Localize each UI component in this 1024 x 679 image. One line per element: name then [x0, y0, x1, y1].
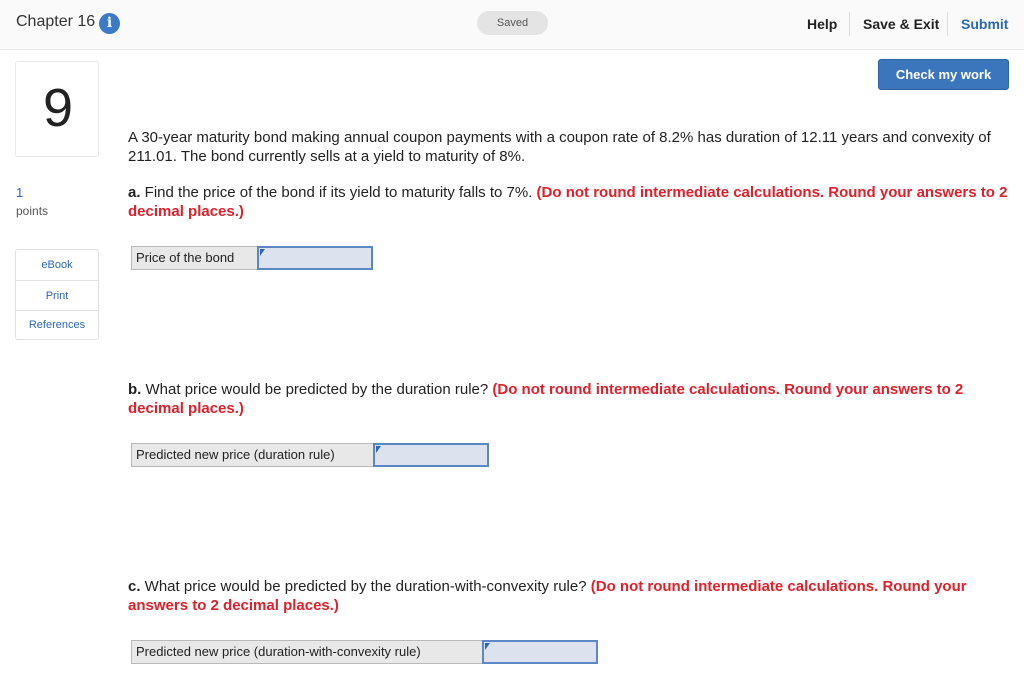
- submit-link[interactable]: Submit: [961, 16, 1009, 32]
- part-b-text: What price would be predicted by the duration rule?: [141, 381, 493, 398]
- part-a-answer-label: Price of the bond: [131, 246, 258, 270]
- part-c-prompt: [128, 577, 1008, 615]
- part-a-prompt: [128, 183, 1008, 221]
- input-flag-icon: [260, 249, 265, 256]
- part-a-text: Find the price of the bond if its yield to maturity falls to 7%.: [140, 184, 537, 201]
- header-divider: [947, 12, 948, 36]
- points-value: 1: [16, 185, 24, 200]
- question-intro: A 30-year maturity bond making annual coupon payments with a coupon rate of 8.2% has duration of 12.11 years and convexity of 211.01. The bond currently sells at a yield to maturity of 8%.: [128, 129, 991, 165]
- part-c-instruction: (Do not round intermediate calculations. Round your answers to 2 decimal places.): [128, 578, 967, 614]
- references-link[interactable]: References: [28, 319, 86, 331]
- question-number: 9: [42, 78, 74, 138]
- print-link[interactable]: Print: [45, 290, 69, 302]
- question-number-box: [15, 61, 99, 157]
- part-b-instruction: (Do not round intermediate calculations. Round your answers to 2 decimal places.): [128, 381, 964, 417]
- part-b-prompt: [128, 380, 1008, 418]
- part-a-answer-input[interactable]: [257, 246, 373, 270]
- side-tools-panel: [15, 249, 99, 340]
- part-b-letter: b.: [128, 381, 142, 398]
- check-my-work-button[interactable]: Check my work: [878, 59, 1009, 90]
- part-c-letter: c.: [128, 578, 141, 595]
- points-label: points: [16, 204, 49, 218]
- part-c-answer-input[interactable]: [482, 640, 598, 664]
- part-a-instruction: (Do not round intermediate calculations. Round your answers to 2 decimal places.): [128, 184, 1008, 220]
- info-icon[interactable]: i: [99, 13, 120, 34]
- part-b-answer-input[interactable]: [373, 443, 489, 467]
- part-a-letter: a.: [128, 184, 141, 201]
- input-flag-icon: [376, 446, 381, 453]
- tools-divider: [16, 280, 98, 281]
- part-c-answer-label: Predicted new price (duration-with-convexity rule): [131, 640, 483, 664]
- part-c-text: What price would be predicted by the duration-with-convexity rule?: [140, 578, 591, 595]
- header-divider: [849, 12, 850, 36]
- save-exit-link[interactable]: Save & Exit: [863, 16, 940, 32]
- tools-divider: [16, 310, 98, 311]
- part-b-answer-label: Predicted new price (duration rule): [131, 443, 374, 467]
- help-link[interactable]: Help: [807, 16, 838, 32]
- ebook-link[interactable]: eBook: [41, 259, 73, 271]
- input-flag-icon: [485, 643, 490, 650]
- top-bar: [0, 0, 1024, 50]
- chapter-title: Chapter 16: [16, 13, 96, 30]
- saved-status-badge: Saved: [477, 11, 548, 35]
